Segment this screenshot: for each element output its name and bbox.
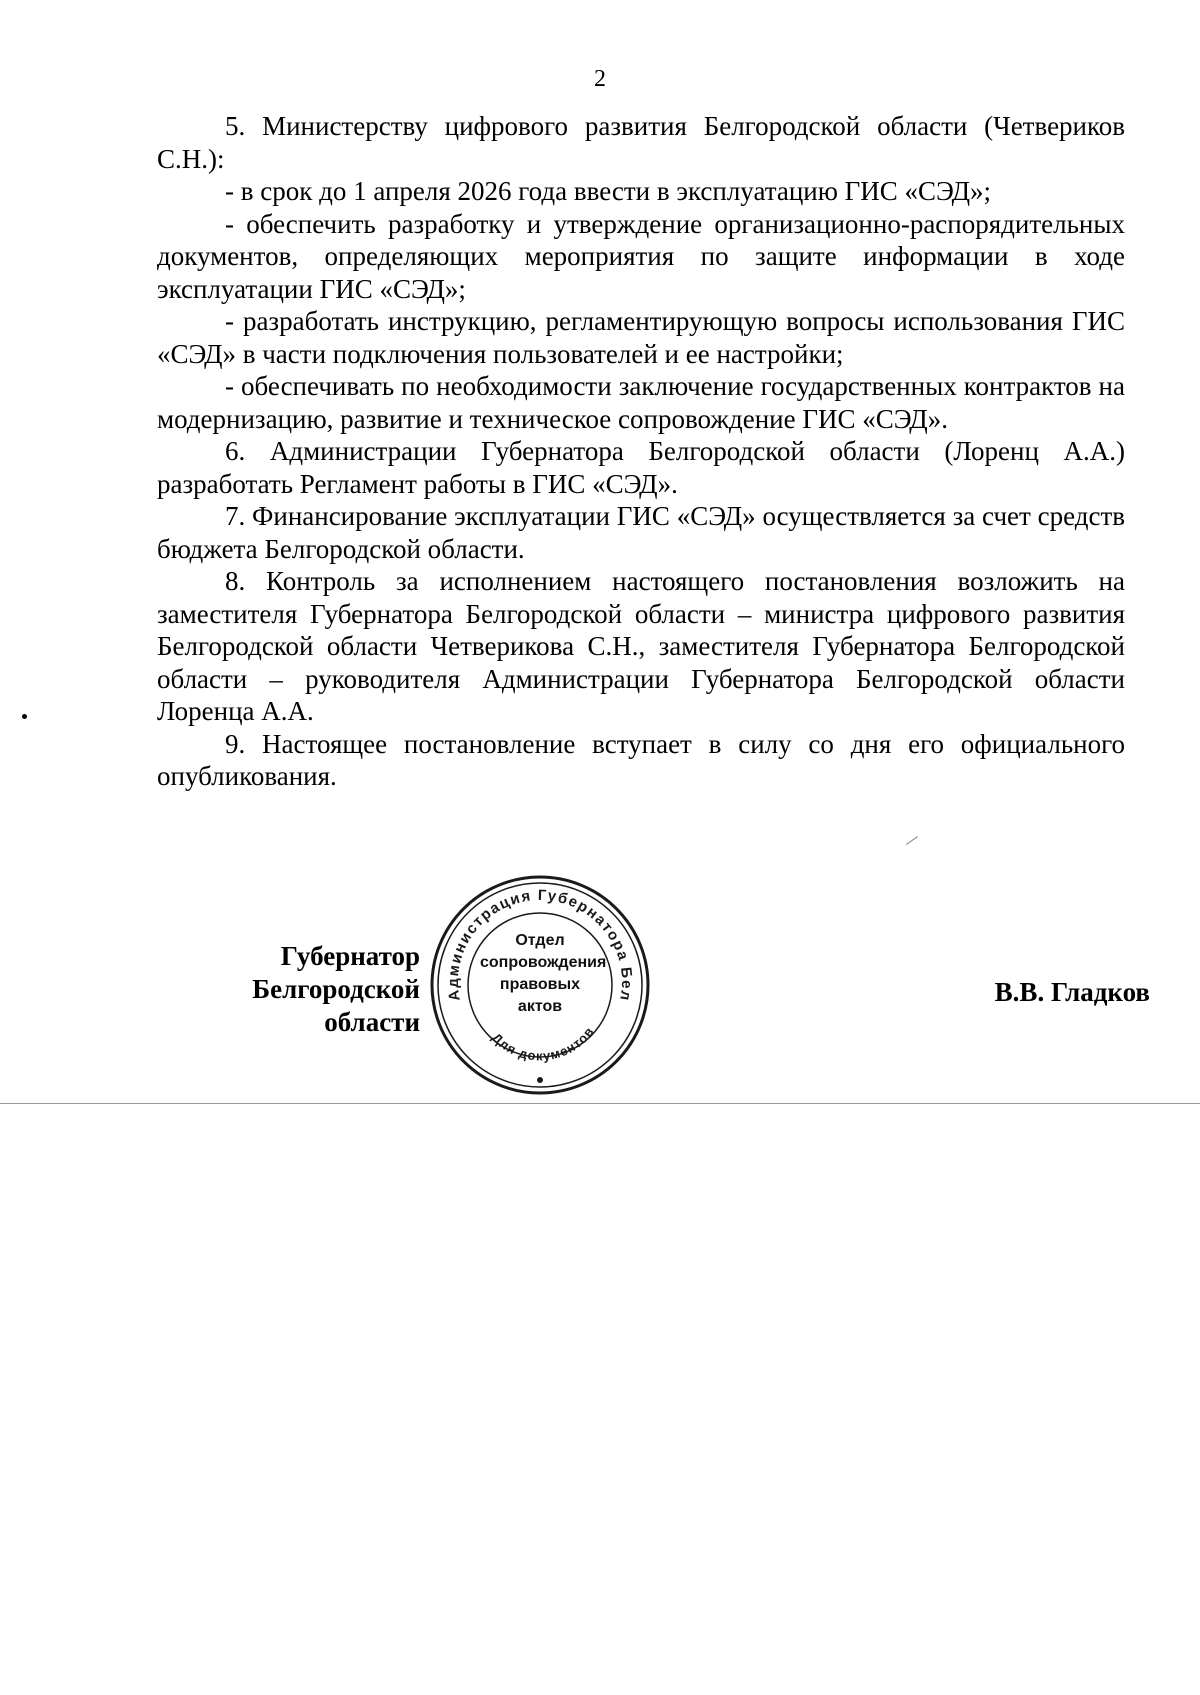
stamp-star-icon xyxy=(537,1077,543,1083)
stamp-center-line: актов xyxy=(517,998,563,1015)
stamp-ring-text: Администрация Губернатора Бел xyxy=(444,886,636,1003)
document-body xyxy=(157,110,1125,793)
paragraph-7: 7. Финансирование эксплуатации ГИС «СЭД» осуществляется за счет средств бюджета Белгородской области. xyxy=(157,501,1125,564)
stamp-center-line: правовых xyxy=(499,976,581,993)
footer-divider xyxy=(0,1103,1200,1104)
signatory-title-line1: Губернатор xyxy=(280,941,420,971)
stamp-bottom-text: Для документов xyxy=(489,1023,598,1064)
paragraph-5-item-4: - обеспечивать по необходимости заключение государственных контрактов на модернизацию, развитие и техническое сопровождение ГИС «СЭД». xyxy=(157,371,1125,434)
signatory-title-line2: Белгородской области xyxy=(252,974,420,1037)
stamp-center-text xyxy=(480,930,607,1018)
paragraph-5-item-2: - обеспечить разработку и утверждение организационно-распорядительных документов, определяющих мероприятия по защите информации в ходе эксплуатации ГИС «СЭД»; xyxy=(157,208,1125,304)
scan-artifact-mark xyxy=(906,836,918,845)
stamp-center-line: сопровождения xyxy=(480,954,607,971)
svg-text:Для документов xyxy=(489,1024,597,1064)
stamp-center-line: Отдел xyxy=(515,932,565,949)
paragraph-5: 5. Министерству цифрового развития Белгородской области (Четвериков С.Н.): xyxy=(157,111,1125,174)
page-number: 2 xyxy=(594,66,606,92)
signatory-name: В.В. Гладков xyxy=(994,977,1150,1007)
official-stamp xyxy=(425,870,655,1100)
paragraph-5-item-3: - разработать инструкцию, регламентирующую вопросы использования ГИС «СЭД» в части подключения пользователей и ее настройки; xyxy=(157,306,1125,369)
paragraph-8: 8. Контроль за исполнением настоящего постановления возложить на заместителя Губернатора Белгородской области – министра цифрового развития Белгородской области Четверикова С.Н., заместителя Губернатора Белгородской области – руководителя Администрации Губернатора Белгородской области Лоренца А.А. xyxy=(157,566,1125,726)
signatory-title xyxy=(180,940,420,1039)
margin-dot-mark xyxy=(22,714,27,719)
paragraph-5-item-1: - в срок до 1 апреля 2026 года ввести в эксплуатацию ГИС «СЭД»; xyxy=(225,176,992,206)
paragraph-9: 9. Настоящее постановление вступает в силу со дня его официального опубликования. xyxy=(157,728,1125,791)
paragraph-6: 6. Администрации Губернатора Белгородской области (Лоренц А.А.) разработать Регламент работы в ГИС «СЭД». xyxy=(157,436,1125,499)
